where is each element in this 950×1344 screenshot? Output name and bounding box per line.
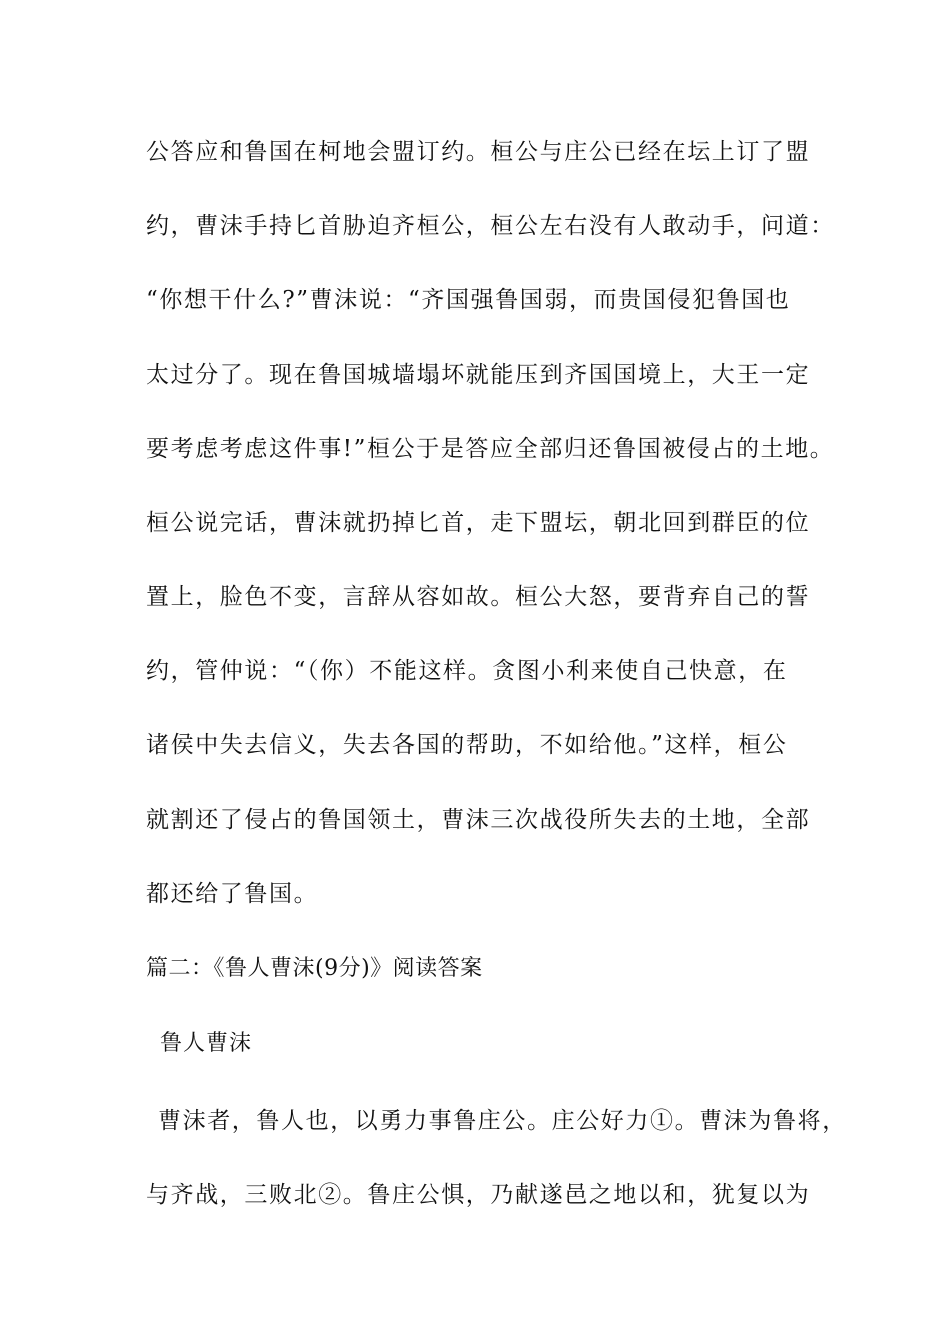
text-line: 约，管仲说：“（你）不能这样。贪图小利来使自己快意，在 xyxy=(146,658,788,684)
text-line: 就割还了侵占的鲁国领土，曹沫三次战役所失去的土地，全部 xyxy=(146,807,811,833)
section-heading: 篇二：《鲁人曹沫(9分)》阅读答案 xyxy=(146,956,483,981)
text-line: 要考虑考虑这件事!”桓公于是答应全部归还鲁国被侵占的土地。 xyxy=(146,436,835,462)
text-line: 公答应和鲁国在柯地会盟订约。桓公与庄公已经在坛上订了盟 xyxy=(146,139,811,165)
article-title: 鲁人曹沫 xyxy=(160,1031,253,1056)
text-line: 约，曹沫手持匕首胁迫齐桓公，桓公左右没有人敢动手，问道： xyxy=(146,213,835,239)
text-line: 太过分了。现在鲁国城墙塌坏就能压到齐国国境上，大王一定 xyxy=(146,362,811,388)
text-line: 桓公说完话，曹沫就扔掉匕首，走下盟坛，朝北回到群臣的位 xyxy=(146,510,811,536)
text-line: 与齐战，三败北②。鲁庄公惧，乃献遂邑之地以和，犹复以为 xyxy=(146,1182,811,1208)
text-line: 都还给了鲁国。 xyxy=(146,881,319,907)
text-line: 置上，脸色不变，言辞从容如故。桓公大怒，要背弃自己的誓 xyxy=(146,584,811,610)
text-line: 曹沫者，鲁人也，以勇力事鲁庄公。庄公好力①。曹沫为鲁将， xyxy=(158,1108,847,1134)
text-line: “你想干什么?”曹沫说：“齐国强鲁国弱，而贵国侵犯鲁国也 xyxy=(146,287,791,313)
text-line: 诸侯中失去信义，失去各国的帮助，不如给他。”这样，桓公 xyxy=(146,732,788,758)
